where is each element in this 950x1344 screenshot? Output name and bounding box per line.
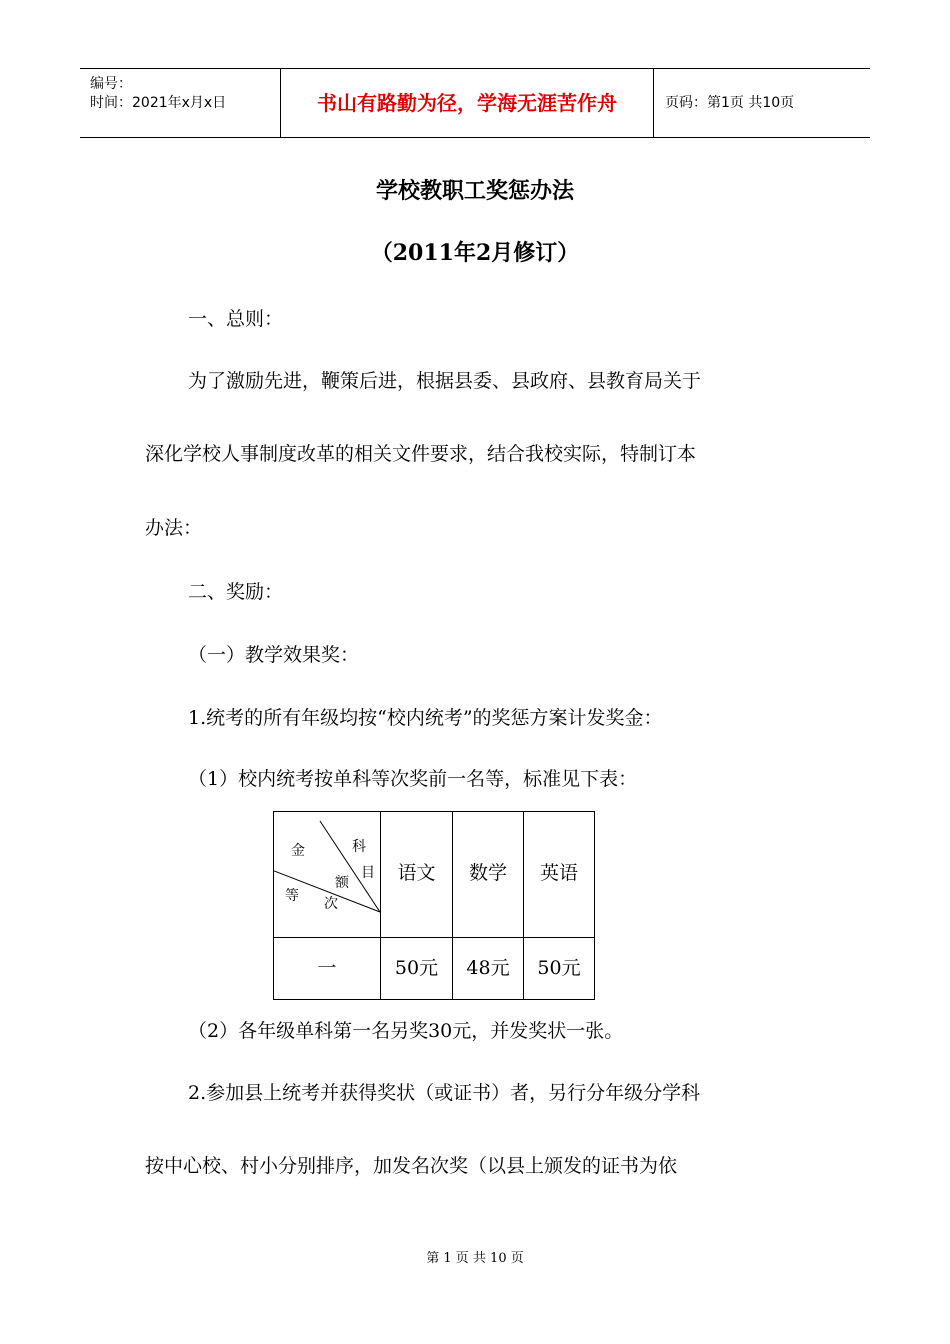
section-heading-general: 一、总则： xyxy=(188,308,284,330)
paragraph-line: 办法： xyxy=(145,517,203,539)
paragraph-line: 2.参加县上统考并获得奖状（或证书）者，另行分年级分学科 xyxy=(188,1082,701,1104)
document-title: 学校教职工奖惩办法 xyxy=(375,178,574,204)
reward-table xyxy=(273,811,595,1000)
column-header-math: 数学 xyxy=(468,862,507,884)
table-cell-english-amount: 50元 xyxy=(537,957,581,979)
subsection-heading: （一）教学效果奖： xyxy=(188,644,360,666)
paragraph-line: （2）各年级单科第一名另奖30元，并发奖状一张。 xyxy=(188,1020,624,1042)
table-divider xyxy=(274,937,594,938)
corner-label-ci: 次 xyxy=(324,896,338,912)
table-cell-chinese-amount: 50元 xyxy=(394,957,439,979)
row-rank-label: 一 xyxy=(317,957,337,979)
paragraph-line: 为了激励先进，鞭策后进，根据县委、县政府、县教育局关于 xyxy=(188,370,702,392)
header-motto: 书山有路勤为径，学海无涯苦作舟 xyxy=(281,69,654,137)
table-cell-math-amount: 48元 xyxy=(466,957,510,979)
paragraph-line: 深化学校人事制度改革的相关文件要求，结合我校实际，特制订本 xyxy=(145,443,697,465)
document-subtitle: （2011年2月修订） xyxy=(370,240,580,266)
paragraph-line: （1）校内统考按单科等次奖前一名等，标准见下表： xyxy=(188,768,638,790)
corner-label-deng: 等 xyxy=(285,888,299,904)
corner-label-ke: 科 xyxy=(352,839,366,855)
page-footer: 第 1 页 共 10 页 xyxy=(426,1251,524,1266)
document-date: 时间：2021年x月x日 xyxy=(90,95,227,111)
document-number-label: 编号： xyxy=(90,76,132,92)
header-bar xyxy=(80,68,870,138)
header-page-info: 页码：第1页 共10页 xyxy=(665,95,795,111)
header-meta-cell xyxy=(80,69,281,137)
corner-label-mu: 目 xyxy=(361,865,375,881)
paragraph-line: 按中心校、村小分别排序，加发名次奖（以县上颁发的证书为依 xyxy=(145,1155,678,1177)
paragraph-line: 1.统考的所有年级均按“校内统考”的奖惩方案计发奖金： xyxy=(188,707,663,729)
corner-label-jin: 金 xyxy=(291,843,305,859)
corner-label-e: 额 xyxy=(335,875,349,891)
column-header-english: 英语 xyxy=(539,862,578,884)
section-heading-rewards: 二、奖励： xyxy=(188,581,284,603)
column-header-chinese: 语文 xyxy=(397,862,436,884)
